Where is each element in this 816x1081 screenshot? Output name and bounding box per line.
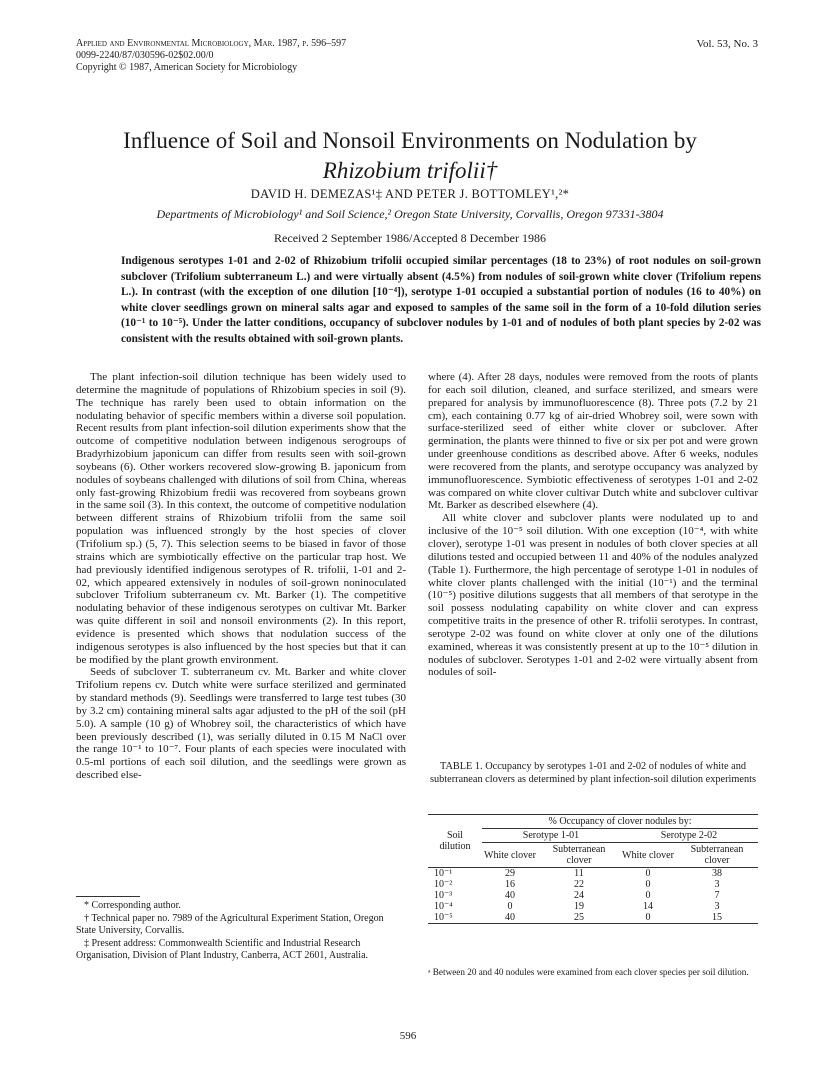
abstract: Indigenous serotypes 1-01 and 2-02 of Rhizobium trifolii occupied similar percentages (18 to 23%) of root nodules on soil-grown subclover (Trifolium subterraneum L.) and were virtually absent (4.5%) from nodules of soil-grown white clover (Trifolium repens L.). In contrast (with the exception of one dilution [10⁻⁴]), serotype 1-01 occupied a substantial portion of nodules (16 to 40%) on white clover seedlings grown on mineral salts agar and exposed to samples of the same soil in the form of a 10-fold dilution series (10⁻¹ to 10⁻⁵). Under the latter conditions, occupancy of subclover nodules by 1-01 and of nodules of both plant species by 2-02 was consistent with the results obtained with soil-grown plants.: [121, 255, 761, 345]
body-paragraph: All white clover and subclover plants were nodulated up to and inclusive of the 10⁻⁵ soil dilution. With one exception (10⁻⁴, with white clover), serotype 1-01 was present in nodules of both clover species at all dilutions tested and occupied between 11 and 40% of the nodules analyzed (Table 1). Furthermore, the high percentage of serotype 1-01 in nodules of white clover plants challenged with the initial (10⁻¹) and the terminal (10⁻⁵) positive dilutions suggests that all members of that serotype in the soil possess nodulating capability on white clover and can express competitive traits in the presence of other R. trifolii serotypes. In contrast, serotype 2-02 was found on white clover at only one of the dilutions examined, whereas it was consistently present at up to the 10⁻⁵ dilution in nodules of subclover. Serotypes 1-01 and 2-02 were virtually absent from nodules of soil-: [428, 512, 758, 679]
dilution-cell: 10⁻¹: [434, 868, 453, 879]
copyright-line: Copyright © 1987, American Society for Microbiology: [76, 62, 298, 73]
value-cell: 11: [574, 868, 584, 879]
dilution-cell: 10⁻⁴: [434, 901, 453, 912]
value-cell: 38: [712, 868, 722, 879]
footnote-technical-paper: † Technical paper no. 7989 of the Agricultural Experiment Station, Oregon State University, Corvallis.: [76, 912, 384, 936]
author-list: DAVID H. DEMEZAS¹‡ AND PETER J. BOTTOMLEY¹,²*: [250, 187, 570, 201]
footnote-corresponding: * Corresponding author.: [84, 900, 181, 911]
value-cell: 40: [505, 890, 515, 901]
table-row: [428, 901, 758, 912]
title-line-2: Rhizobium trifolii†: [322, 158, 498, 183]
table-row: [428, 868, 758, 880]
table-caption: TABLE 1. Occupancy by serotypes 1-01 and 2-02 of nodules of white and subterranean clovers as determined by plant infection-soil dilution experiments: [430, 761, 756, 785]
running-header: [76, 38, 346, 74]
table-row: [428, 890, 758, 901]
table-row: [428, 879, 758, 890]
article-title: [60, 126, 760, 186]
value-cell: 14: [643, 901, 653, 912]
col-header-white: White clover: [484, 849, 536, 861]
value-cell: 7: [714, 890, 720, 901]
footnotes: [76, 900, 406, 963]
dilution-cell: 10⁻³: [434, 890, 453, 901]
col-header-white: White clover: [622, 849, 674, 861]
footnote-divider: [76, 896, 140, 897]
row-header-label: Soil dilution: [439, 830, 471, 852]
value-cell: 22: [574, 879, 584, 890]
occupancy-table: [428, 814, 758, 924]
journal-citation: Applied and Environmental Microbiology, Mar. 1987, p. 596–597: [76, 38, 347, 49]
dilution-cell: 10⁻⁵: [434, 912, 453, 923]
received-dates: Received 2 September 1986/Accepted 8 December 1986: [274, 231, 546, 245]
volume-issue: Vol. 53, No. 3: [696, 38, 758, 50]
right-column: [428, 371, 758, 679]
table-row: [428, 912, 758, 924]
value-cell: 25: [574, 912, 584, 923]
value-cell: 3: [714, 901, 720, 912]
col-header-sub: Subterranean clover: [690, 844, 744, 866]
value-cell: 16: [505, 879, 515, 890]
body-paragraph: where (4). After 28 days, nodules were removed from the roots of plants for each soil dilution, cleaned, and surface sterilized, and smears were prepared for analysis by immunofluorescence (8). Three pots (7.2 by 21 cm), each containing 0.77 kg of air-dried Whobrey soil, were sown with surface-sterilized seed of either white clover or subclover. After germination, the plants were thinned to five or six per pot and were grown under greenhouse conditions as described above. After 6 weeks, nodules were recovered from the plants, and serotype occupancy was analyzed by immunofluorescence. Symbiotic effectiveness of serotypes 1-01 and 2-02 was compared on white clover cultivar Dutch white and subclover cultivar Mt. Barker as described elsewhere (4).: [428, 371, 758, 512]
value-cell: 24: [574, 890, 584, 901]
footnote-present-address: ‡ Present address: Commonwealth Scientific and Industrial Research Organisation, Division of Plant Industry, Canberra, ACT 2601, Australia.: [76, 937, 369, 961]
value-cell: 3: [714, 879, 720, 890]
page-number: 596: [399, 1030, 417, 1042]
value-cell: 0: [645, 879, 651, 890]
row-header: [428, 815, 482, 868]
value-cell: 40: [505, 912, 515, 923]
value-cell: 0: [507, 901, 513, 912]
left-column: [76, 371, 406, 782]
value-cell: 0: [645, 912, 651, 923]
value-cell: 29: [505, 868, 515, 879]
title-line-1: Influence of Soil and Nonsoil Environments on Nodulation by: [123, 128, 697, 153]
value-cell: 0: [645, 868, 651, 879]
affiliation: Departments of Microbiology¹ and Soil Science,² Oregon State University, Corvallis, Oregon 97331-3804: [156, 207, 664, 221]
table-footnote: ᵃ Between 20 and 40 nodules were examined from each clover species per soil dilution.: [428, 967, 749, 977]
value-cell: 15: [712, 912, 722, 923]
value-cell: 19: [574, 901, 584, 912]
table-spanner: % Occupancy of clover nodules by:: [482, 815, 758, 829]
group-header-2-02: Serotype 2-02: [620, 829, 758, 843]
group-header-1-01: Serotype 1-01: [482, 829, 620, 843]
article-code: 0099-2240/87/030596-02$02.00/0: [76, 50, 214, 61]
col-header-sub: Subterranean clover: [552, 844, 606, 866]
body-paragraph: The plant infection-soil dilution technique has been widely used to determine the magnitude of populations of Rhizobium species in soil (9). The technique has rarely been used to obtain information on the nodulating behavior of specific members within a diverse soil population. Recent results from plant infection-soil dilution experiments show that the outcome of competitive nodulation between indigenous serogroups of Bradyrhizobium japonicum can differ from results seen with soil-grown soybeans (6). Other workers recovered slow-growing B. japonicum from nodules of soybeans challenged with dilutions of soil from China, whereas only fast-growing Rhizobium fredii was recovered from soybeans grown in the same soil (3). In this context, the outcome of competitive nodulation between different strains of Rhizobium trifolii from the same soil population was influenced strongly by the host species of clover (Trifolium sp.) (5, 7). This selection seems to be biased in favor of those strains which are symbiotically effective on the particular trap host. We had previously identified indigenous serotypes of R. trifolii, 1-01 and 2-02, which appeared extensively in nodules of soil-grown noninoculated subclover Trifolium subterraneum cv. Mt. Barker (1). The competitive nodulating behavior of these indigenous serotypes on cultivar Mt. Barker was quite different in soil and nonsoil environments (2). In this report, evidence is presented which shows that nodulation success of the indigenous serotypes is also influenced by the host species but that it can be modified by the plant growth environment.: [76, 371, 406, 666]
dilution-cell: 10⁻²: [434, 879, 453, 890]
body-paragraph: Seeds of subclover T. subterraneum cv. Mt. Barker and white clover Trifolium repens cv. Dutch white were surface sterilized and germinated by standard methods (9). Seedlings were transferred to large test tubes (30 by 3.2 cm) containing mineral salts agar adjusted to the pH of the soil (pH 5.0). A sample (10 g) of Whobrey soil, the characteristics of which have been previously described (1), was serially diluted in 0.15 M NaCl over the range 10⁻¹ to 10⁻⁷. Four plants of each species were inoculated with 0.5-ml portions of each soil dilution, and the seedlings were grown as described else-: [76, 666, 406, 782]
value-cell: 0: [645, 890, 651, 901]
